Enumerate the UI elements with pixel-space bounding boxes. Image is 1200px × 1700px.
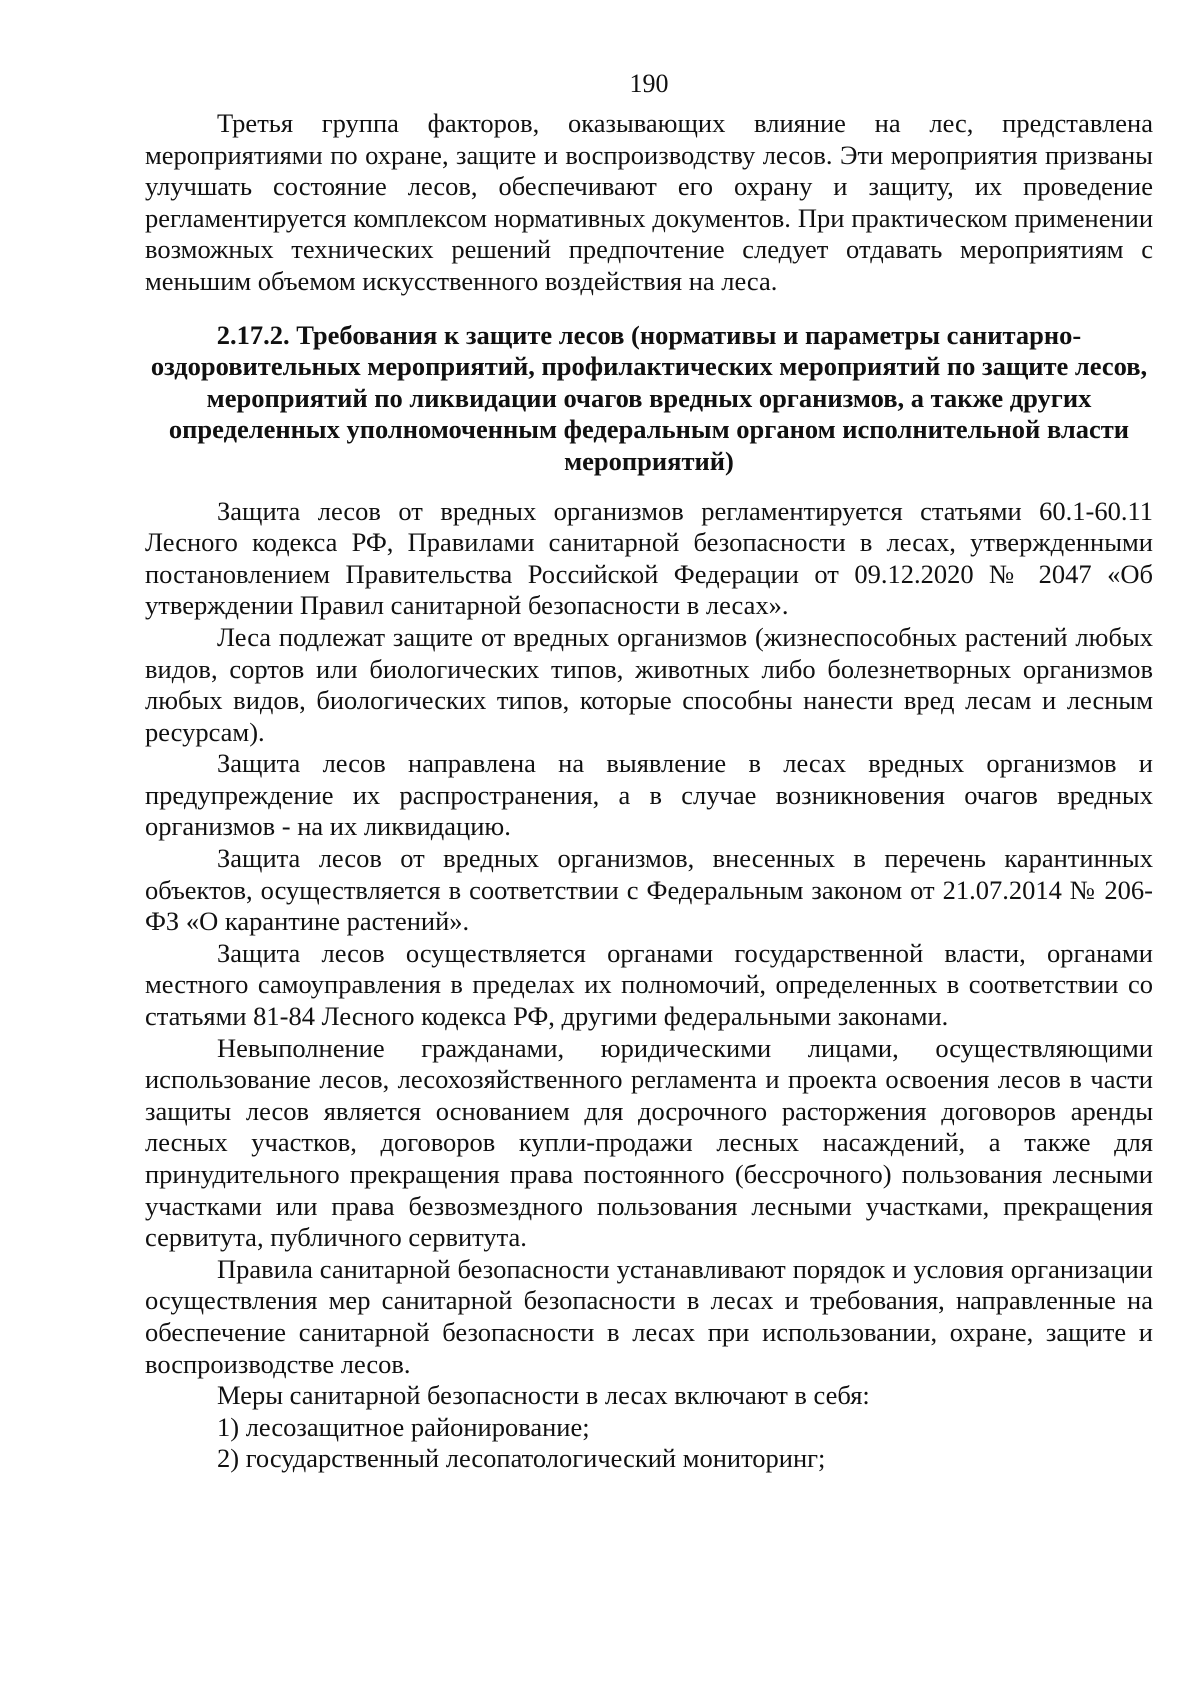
measures-list-item-2: 2) государственный лесопатологический мониторинг;: [217, 1443, 826, 1474]
body-paragraph-6: Невыполнение гражданами, юридическими лицами, осуществляющими использование лесов, лесохозяйственного регламента и проекта освоения лесов в части защиты лесов является основанием для досрочного расторжения договоров аренды лесных участков, договоров купли-продажи лесных насаждений, а также для принудительного прекращения права постоянного (бессрочного) пользования лесными участками или права безвозмездного пользования лесными участками, прекращения сервитута, публичного сервитута.: [145, 1032, 1153, 1253]
measures-list-item-1: 1) лесозащитное районирование;: [217, 1411, 590, 1442]
page-number: 190: [629, 69, 669, 98]
body-paragraph-2: Леса подлежат защите от вредных организмов (жизнеспособных растений любых видов, сортов или биологических типов, животных либо болезнетворных организмов любых видов, биологических типов, которые способны нанести вред лесам и лесным ресурсам).: [145, 621, 1153, 747]
body-paragraph-1: Защита лесов от вредных организмов регламентируется статьями 60.1-60.11 Лесного кодекса РФ, Правилами санитарной безопасности в лесах, утвержденными постановлением Правительства Российской Федерации от 09.12.2020 № 2047 «Об утверждении Правил санитарной безопасности в лесах».: [145, 495, 1153, 621]
body-paragraph-4: Защита лесов от вредных организмов, внесенных в перечень карантинных объектов, осуществляется в соответствии с Федеральным законом от 21.07.2014 № 206-ФЗ «О карантине растений».: [145, 843, 1153, 937]
body-paragraph-3: Защита лесов направлена на выявление в лесах вредных организмов и предупреждение их распространения, а в случае возникновения очагов вредных организмов - на их ликвидацию.: [145, 748, 1153, 842]
document-page: [145, 66, 1153, 1475]
body-paragraph-5: Защита лесов осуществляется органами государственной власти, органами местного самоуправления в пределах их полномочий, определенных в соответствии со статьями 81-84 Лесного кодекса РФ, другими федеральными законами.: [145, 937, 1153, 1032]
measures-intro: Меры санитарной безопасности в лесах включают в себя:: [217, 1380, 870, 1411]
body-paragraph-7: Правила санитарной безопасности устанавливают порядок и условия организации осуществления мер санитарной безопасности в лесах и требования, направленные на обеспечение санитарной безопасности в лесах при использовании, охране, защите и воспроизводстве лесов.: [145, 1253, 1153, 1379]
intro-paragraph: Третья группа факторов, оказывающих влияние на лес, представлена мероприятиями по охране, защите и воспроизводству лесов. Эти мероприятия призваны улучшать состояние лесов, обеспечивают его охрану и защиту, их проведение регламентируется комплексом нормативных документов. При практическом применении возможных технических решений предпочтение следует отдавать мероприятиям с меньшим объемом искусственного воздействия на леса.: [145, 108, 1153, 296]
section-heading: 2.17.2. Требования к защите лесов (нормативы и параметры санитарно-оздоровительных мероприятий, профилактических мероприятий по защите лесов, мероприятий по ликвидации очагов вредных организмов, а также других определенных уполномоченным федеральным органом исполнительной власти мероприятий): [150, 319, 1148, 476]
